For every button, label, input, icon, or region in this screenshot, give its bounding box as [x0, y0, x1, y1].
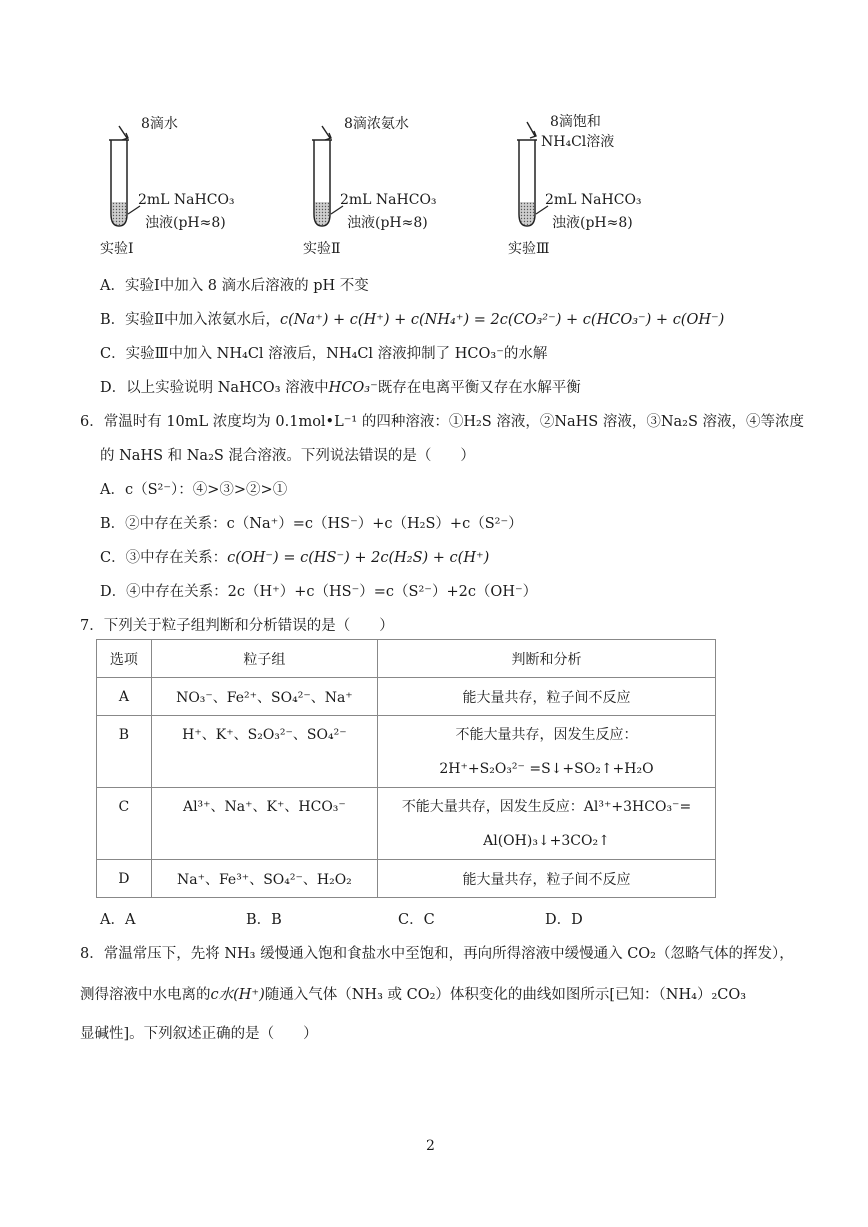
- table-cell: [377, 716, 715, 788]
- choice-d: D．D: [545, 912, 583, 928]
- drop-label: 8滴水: [141, 116, 178, 132]
- option-text: B．实验Ⅱ中加入浓氨水后，: [100, 312, 281, 328]
- page-number: 2: [426, 1138, 435, 1154]
- question-stem: 显碱性]。下列叙述正确的是（ ）: [80, 1026, 318, 1042]
- cell-text: Al(OH)₃↓+3CO₂↑: [483, 833, 610, 849]
- choice-c: C．C: [398, 912, 435, 928]
- question-stem: 6．常温时有 10mL 浓度均为 0.1mol•L⁻¹ 的四种溶液：①H₂S 溶液，②NaHS 溶液，③Na₂S 溶液，④等浓度: [80, 414, 805, 430]
- cell-text: Al³⁺、Na⁺、K⁺、HCO₃⁻: [182, 799, 346, 815]
- question-stem: [80, 983, 746, 1004]
- table-cell: [377, 788, 715, 860]
- cell-text: H⁺、K⁺、S₂O₃²⁻、SO₄²⁻: [182, 727, 347, 743]
- option-text: D．以上实验说明 NaHCO₃ 溶液中: [100, 380, 329, 396]
- drop-label: 8滴浓氨水: [344, 116, 409, 132]
- stem-text: 测得溶液中水电离的: [80, 987, 211, 1003]
- table-cell: NO₃⁻、Fe²⁺、SO₄²⁻、Na⁺: [151, 678, 377, 716]
- drop-label: NH₄Cl溶液: [541, 134, 615, 150]
- question-stem: 的 NaHS 和 Na₂S 混合溶液。下列说法错误的是（ ）: [100, 448, 475, 464]
- table-cell: 能大量共存，粒子间不反应: [377, 678, 715, 716]
- solution-label: 2mL NaHCO₃: [138, 192, 235, 208]
- table-cell: Na⁺、Fe³⁺、SO₄²⁻、H₂O₂: [151, 860, 377, 898]
- table-cell: [97, 788, 152, 860]
- table-cell: 能大量共存，粒子间不反应: [377, 860, 715, 898]
- particle-table: [96, 639, 716, 898]
- solution-label: 浊液(pH≈8): [552, 215, 633, 231]
- option-a: A．实验Ⅰ中加入 8 滴水后溶液的 pH 不变: [100, 278, 369, 294]
- table-header: 选项: [97, 640, 152, 678]
- solution-label: 浊液(pH≈8): [145, 215, 226, 231]
- solution-label: 2mL NaHCO₃: [545, 192, 642, 208]
- stem-text: 随通入气体（NH₃ 或 CO₂）体积变化的曲线如图所示[已知：（NH₄）₂CO₃: [264, 987, 747, 1003]
- table-cell: D: [97, 860, 152, 898]
- choice-a: A．A: [100, 912, 136, 928]
- option-a: A．c（S²⁻）：④>③>②>①: [100, 482, 288, 498]
- cell-text: 2H⁺+S₂O₃²⁻ =S↓+SO₂↑+H₂O: [439, 761, 654, 777]
- table-cell: [97, 716, 152, 788]
- solution-label: 浊液(pH≈8): [347, 215, 428, 231]
- formula: c(Na⁺) + c(H⁺) + c(NH₄⁺) = 2c(CO₃²⁻) + c(HCO₃⁻) + c(OH⁻): [280, 312, 725, 328]
- option-d: [100, 376, 581, 397]
- option-b: B．②中存在关系：c（Na⁺）=c（HS⁻）+c（H₂S）+c（S²⁻）: [100, 516, 523, 532]
- table-cell: [151, 788, 377, 860]
- table-row: [97, 716, 716, 788]
- cell-text: 不能大量共存，因发生反应：: [455, 727, 638, 743]
- option-text: 既存在电离平衡又存在水解平衡: [377, 380, 581, 396]
- table-header-row: [97, 640, 716, 678]
- cell-text: B: [118, 727, 130, 743]
- question-stem: 8．常温常压下，先将 NH₃ 缓慢通入饱和食盐水中至饱和，再向所得溶液中缓慢通入 CO₂（忽略气体的挥发），: [80, 946, 794, 962]
- table-row: [97, 860, 716, 898]
- experiment-caption: 实验Ⅱ: [303, 241, 341, 257]
- table-cell: A: [97, 678, 152, 716]
- table-row: [97, 678, 716, 716]
- table-cell: [151, 716, 377, 788]
- table-row: [97, 788, 716, 860]
- question-stem: 7．下列关于粒子组判断和分析错误的是（ ）: [80, 618, 394, 634]
- formula: c水(H⁺): [210, 987, 265, 1003]
- option-c: C．实验Ⅲ中加入 NH₄Cl 溶液后，NH₄Cl 溶液抑制了 HCO₃⁻的水解: [100, 346, 548, 362]
- experiment-caption: 实验Ⅲ: [508, 241, 550, 257]
- cell-text: 不能大量共存，因发生反应：Al³⁺+3HCO₃⁻=: [401, 799, 692, 815]
- cell-text: C: [118, 799, 130, 815]
- option-d: D．④中存在关系：2c（H⁺）+c（HS⁻）=c（S²⁻）+2c（OH⁻）: [100, 584, 538, 600]
- formula: HCO₃⁻: [328, 380, 378, 396]
- formula: c(OH⁻) = c(HS⁻) + 2c(H₂S) + c(H⁺): [227, 550, 490, 566]
- option-c: [100, 546, 489, 567]
- table-header: 判断和分析: [377, 640, 715, 678]
- choice-b: B．B: [246, 912, 282, 928]
- experiment-caption: 实验Ⅰ: [100, 241, 134, 257]
- drop-label: 8滴饱和: [550, 114, 601, 130]
- solution-label: 2mL NaHCO₃: [340, 192, 437, 208]
- table-header: 粒子组: [151, 640, 377, 678]
- option-b: [100, 308, 724, 329]
- option-text: C．③中存在关系：: [100, 550, 228, 566]
